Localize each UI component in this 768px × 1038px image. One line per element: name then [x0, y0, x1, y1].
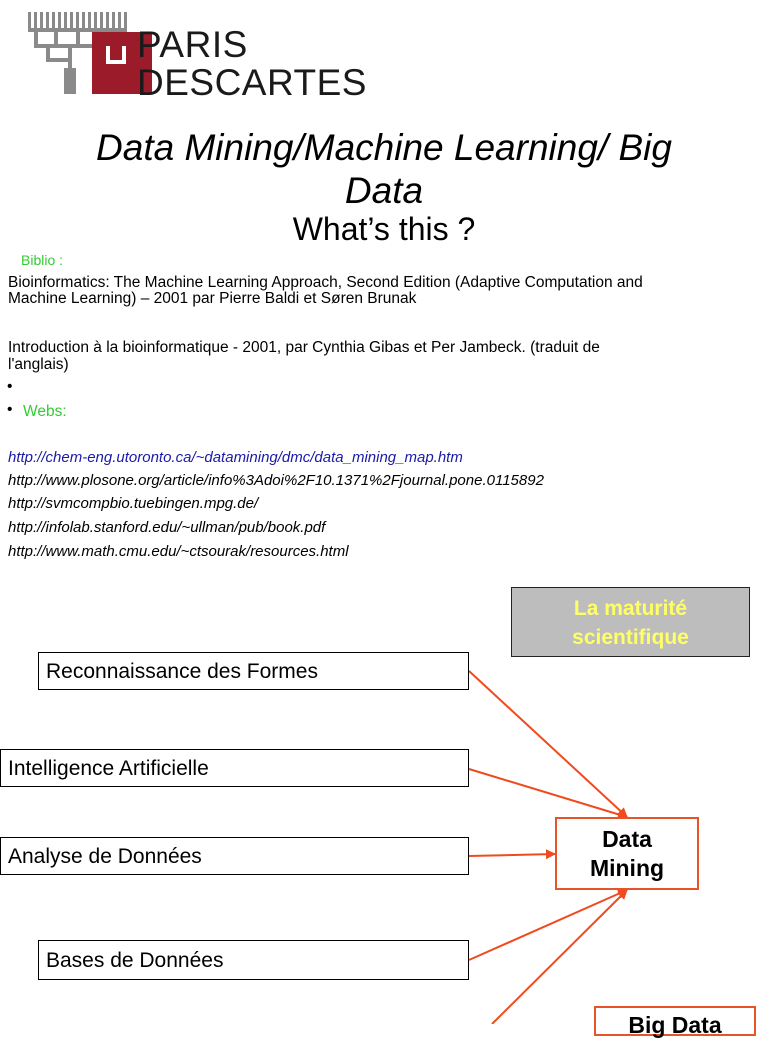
- arrow-analyse-to-dm: [469, 854, 555, 856]
- page-title-line2: Data: [344, 170, 424, 211]
- page-subtitle: What’s this ?: [292, 211, 476, 247]
- bullet-empty: •: [7, 378, 13, 395]
- data-mining-line1: Data: [602, 826, 652, 852]
- box-analyse-donnees: Analyse de Données: [0, 837, 469, 875]
- biblio-ref2-line1: Introduction à la bioinformatique - 2001, par Cynthia Gibas et Per Jambeck. (traduit de: [8, 339, 600, 356]
- biblio-ref1-line1: Bioinformatics: The Machine Learning Approach, Second Edition (Adaptive Computation and: [8, 274, 643, 291]
- box-reconnaissance-formes: Reconnaissance des Formes: [38, 652, 469, 690]
- logo-text-paris: PARIS: [137, 24, 248, 65]
- logo-text-descartes: DESCARTES: [137, 62, 367, 103]
- arrow-bases-to-dm: [469, 890, 627, 960]
- data-mining-line2: Mining: [589, 855, 665, 881]
- link-datamining-map[interactable]: http://chem-eng.utoronto.ca/~datamining/dmc/data_mining_map.htm: [8, 449, 463, 466]
- biblio-ref1-line2: Machine Learning) – 2001 par Pierre Baldi et Søren Brunak: [8, 290, 417, 307]
- link-svmcompbio[interactable]: http://svmcompbio.tuebingen.mpg.de/: [8, 495, 259, 512]
- big-data-label: Big Data: [628, 1012, 722, 1038]
- box-intelligence-artificielle: Intelligence Artificielle: [0, 749, 469, 787]
- arrow-ia-to-dm: [469, 769, 627, 817]
- box-bases-donnees: Bases de Données: [38, 940, 469, 980]
- link-stanford-book[interactable]: http://infolab.stanford.edu/~ullman/pub/book.pdf: [8, 519, 326, 536]
- link-plosone[interactable]: http://www.plosone.org/article/info%3Adoi%2F10.1371%2Fjournal.pone.0115892: [8, 472, 544, 489]
- data-mining-box: [555, 817, 699, 890]
- biblio-heading: Biblio :: [21, 252, 64, 268]
- arrow-bigdata-to-dm: [492, 890, 627, 1024]
- bullet-webs: •: [7, 401, 13, 418]
- big-data-box: [594, 1006, 756, 1036]
- biblio-ref2-line2: l'anglais): [8, 356, 69, 373]
- maturite-line2: scientifique: [572, 626, 689, 649]
- link-cmu-resources[interactable]: http://www.math.cmu.edu/~ctsourak/resources.html: [8, 543, 349, 560]
- webs-label: Webs:: [23, 403, 67, 420]
- maturite-box: [511, 587, 750, 657]
- arrow-formes-to-dm: [469, 671, 627, 817]
- page-title-line1: Data Mining/Machine Learning/ Big: [96, 127, 672, 168]
- maturite-line1: La maturité: [573, 597, 688, 620]
